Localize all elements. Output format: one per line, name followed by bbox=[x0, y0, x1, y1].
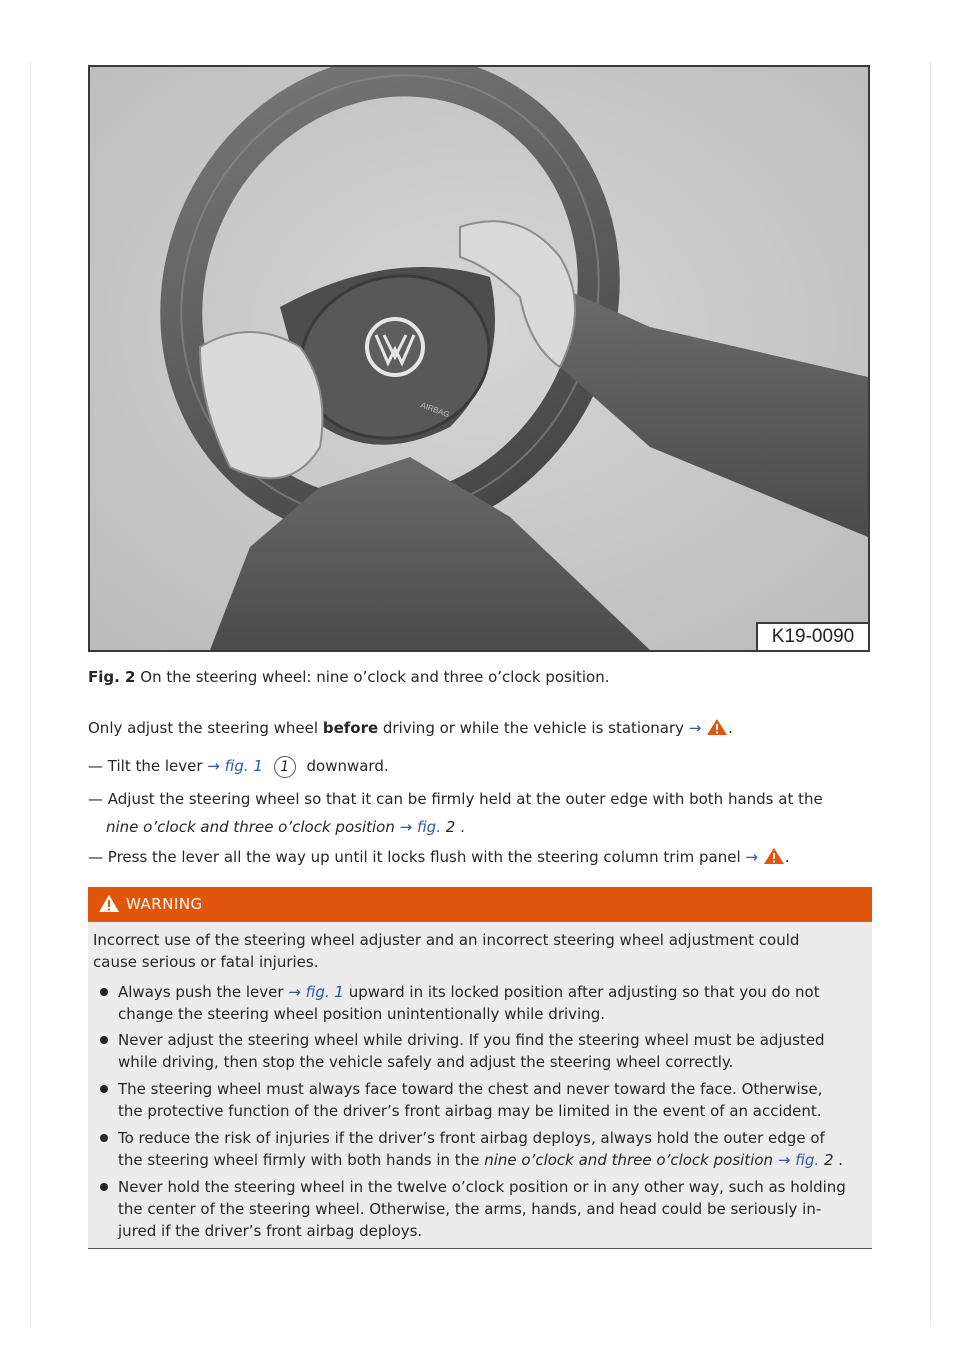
intro-bold: before bbox=[322, 719, 379, 737]
warning-item-2-line-1: Never adjust the steering wheel while driving. If you find the steering wheel must be adjusted bbox=[118, 1031, 825, 1049]
arrow-icon: → bbox=[399, 818, 413, 836]
steering-wheel-figure bbox=[88, 65, 870, 652]
warning-triangle-icon bbox=[98, 894, 120, 913]
bullet bbox=[100, 1134, 108, 1142]
warning-item-2-line-2: while driving, then stop the vehicle safely and adjust the steering wheel correctly. bbox=[118, 1053, 734, 1071]
step-1: — Tilt the lever → fig. 1 1 downward. bbox=[88, 756, 389, 778]
page-margin-left bbox=[30, 62, 31, 1327]
bullet bbox=[100, 988, 108, 996]
figure-code: K19-0090 bbox=[756, 622, 868, 650]
warning-item-3-line-1: The steering wheel must always face toward the chest and never toward the face. Otherwise, bbox=[118, 1080, 823, 1098]
intro-paragraph: Only adjust the steering wheel before driving or while the vehicle is stationary → . bbox=[88, 719, 733, 737]
warning-intro-line-1: Incorrect use of the steering wheel adjuster and an incorrect steering wheel adjustment could bbox=[93, 931, 800, 949]
warning-triangle-icon[interactable] bbox=[706, 718, 728, 736]
warning-item-3-line-2: the protective function of the driver’s front airbag may be limited in the event of an accident. bbox=[118, 1102, 822, 1120]
fig-1-link[interactable]: fig. 1 bbox=[305, 983, 344, 1001]
arrow-icon: → bbox=[777, 1151, 791, 1169]
warning-intro-line-2: cause serious or fatal injuries. bbox=[93, 953, 319, 971]
warning-item-1-line-1: Always push the lever → fig. 1 upward in its locked position after adjusting so that you do not bbox=[118, 983, 820, 1001]
warning-item-5-line-2: the center of the steering wheel. Otherwise, the arms, hands, and head could be seriously in- bbox=[118, 1200, 822, 1218]
warning-title: WARNING bbox=[126, 895, 203, 913]
step-3: — Press the lever all the way up until it locks flush with the steering column trim panel → . bbox=[88, 848, 790, 866]
figure-caption-label: Fig. 2 bbox=[88, 668, 136, 686]
warning-triangle-icon[interactable] bbox=[763, 847, 785, 865]
arrow-icon: → bbox=[688, 719, 702, 737]
fig-2-link[interactable]: fig. bbox=[416, 818, 441, 836]
arrow-icon: → bbox=[288, 983, 301, 1001]
arrow-icon: → bbox=[207, 757, 220, 775]
page-margin-right bbox=[930, 62, 931, 1327]
warning-item-5-line-3: jured if the driver’s front airbag deploys. bbox=[118, 1222, 423, 1240]
steering-wheel-illustration bbox=[90, 67, 868, 650]
bullet bbox=[100, 1036, 108, 1044]
fig-2-link[interactable]: fig. bbox=[795, 1151, 820, 1169]
callout-1: 1 bbox=[274, 756, 296, 778]
step-2: — Adjust the steering wheel so that it can be firmly held at the outer edge with both hands at the bbox=[88, 790, 823, 808]
bullet bbox=[100, 1085, 108, 1093]
warning-item-4-line-2: the steering wheel firmly with both hands in the nine o’clock and three o’clock position → fig. 2 . bbox=[118, 1151, 844, 1169]
warning-item-1-line-2: change the steering wheel position unintentionally while driving. bbox=[118, 1005, 606, 1023]
airbag-label: AIRBAG bbox=[419, 400, 451, 420]
step-2-line-2: nine o’clock and three o’clock position → fig. 2 . bbox=[106, 818, 465, 836]
warning-item-4-line-1: To reduce the risk of injuries if the driver’s front airbag deploys, always hold the outer edge of bbox=[118, 1129, 825, 1147]
bullet bbox=[100, 1183, 108, 1191]
warning-header bbox=[88, 887, 872, 922]
figure-caption bbox=[88, 668, 610, 686]
figure-caption-text: On the steering wheel: nine o’clock and three o’clock position. bbox=[140, 668, 610, 686]
fig-1-link[interactable]: fig. 1 bbox=[224, 757, 263, 775]
arrow-icon: → bbox=[745, 848, 758, 866]
warning-item-5-line-1: Never hold the steering wheel in the twelve o’clock position or in any other way, such as holding bbox=[118, 1178, 846, 1196]
